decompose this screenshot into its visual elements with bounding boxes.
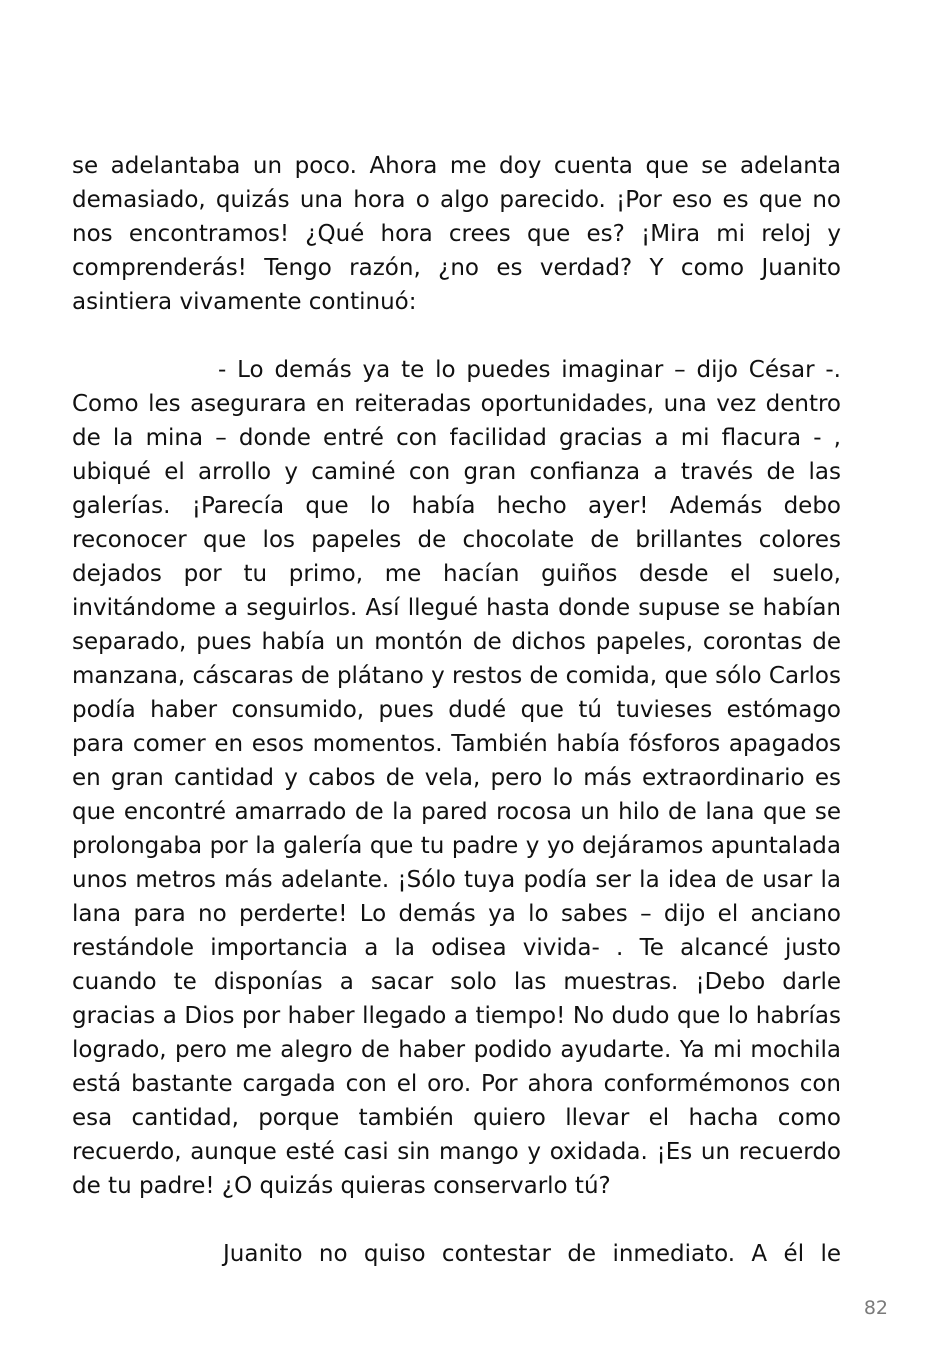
paragraph-2: - Lo demás ya te lo puedes imaginar – dijo César -. Como les asegurara en reiteradas oportunidades, una vez dentro de la mina – donde entré con facilidad gracias a mi flacura - , ubiqué el arrollo y caminé con gran confianza a través de las galerías. ¡Parecía que lo había hecho ayer! Además debo reconocer que los papeles de chocolate de brillantes colores dejados por tu primo, me hacían guiños desde el suelo, invitándome a seguirlos. Así llegué hasta donde supuse se habían separado, pues había un montón de dichos papeles, corontas de manzana, cáscaras de plátano y restos de comida, que sólo Carlos podía haber consumido, pues dudé que tú tuvieses estómago para comer en esos momentos. También había fósforos apagados en gran cantidad y cabos de vela, pero lo más extraordinario es que encontré amarrado de la pared rocosa un hilo de lana que se prolongaba por la galería que tu padre y yo dejáramos apuntalada unos metros más adelante. ¡Sólo tuya podía ser la idea de usar la lana para no perderte! Lo demás ya lo sabes – dijo el anciano restándole importancia a la odisea vivida- . Te alcancé justo cuando te disponías a sacar solo las muestras. ¡Debo darle gracias a Dios por haber llegado a tiempo! No dudo que lo habrías logrado, pero me alegro de haber podido ayudarte. Ya mi mochila está bastante cargada con el oro. Por ahora conformémonos con esa cantidad, porque también quiero llevar el hacha como recuerdo, aunque esté casi sin mango y oxidada. ¡Es un recuerdo de tu padre! ¿O quizás quieras conservarlo tú? (72, 357, 841, 1199)
paragraph-3: Juanito no quiso contestar de inmediato. A él le (223, 1241, 841, 1267)
page-body (72, 149, 841, 1271)
paragraph-1: se adelantaba un poco. Ahora me doy cuenta que se adelanta demasiado, quizás una hora o algo parecido. ¡Por eso es que no nos encontramos! ¿Qué hora crees que es? ¡Mira mi reloj y comprenderás! Tengo razón, ¿no es verdad? Y como Juanito asintiera vivamente continuó: (72, 153, 841, 315)
page-number: 82 (863, 1297, 888, 1319)
